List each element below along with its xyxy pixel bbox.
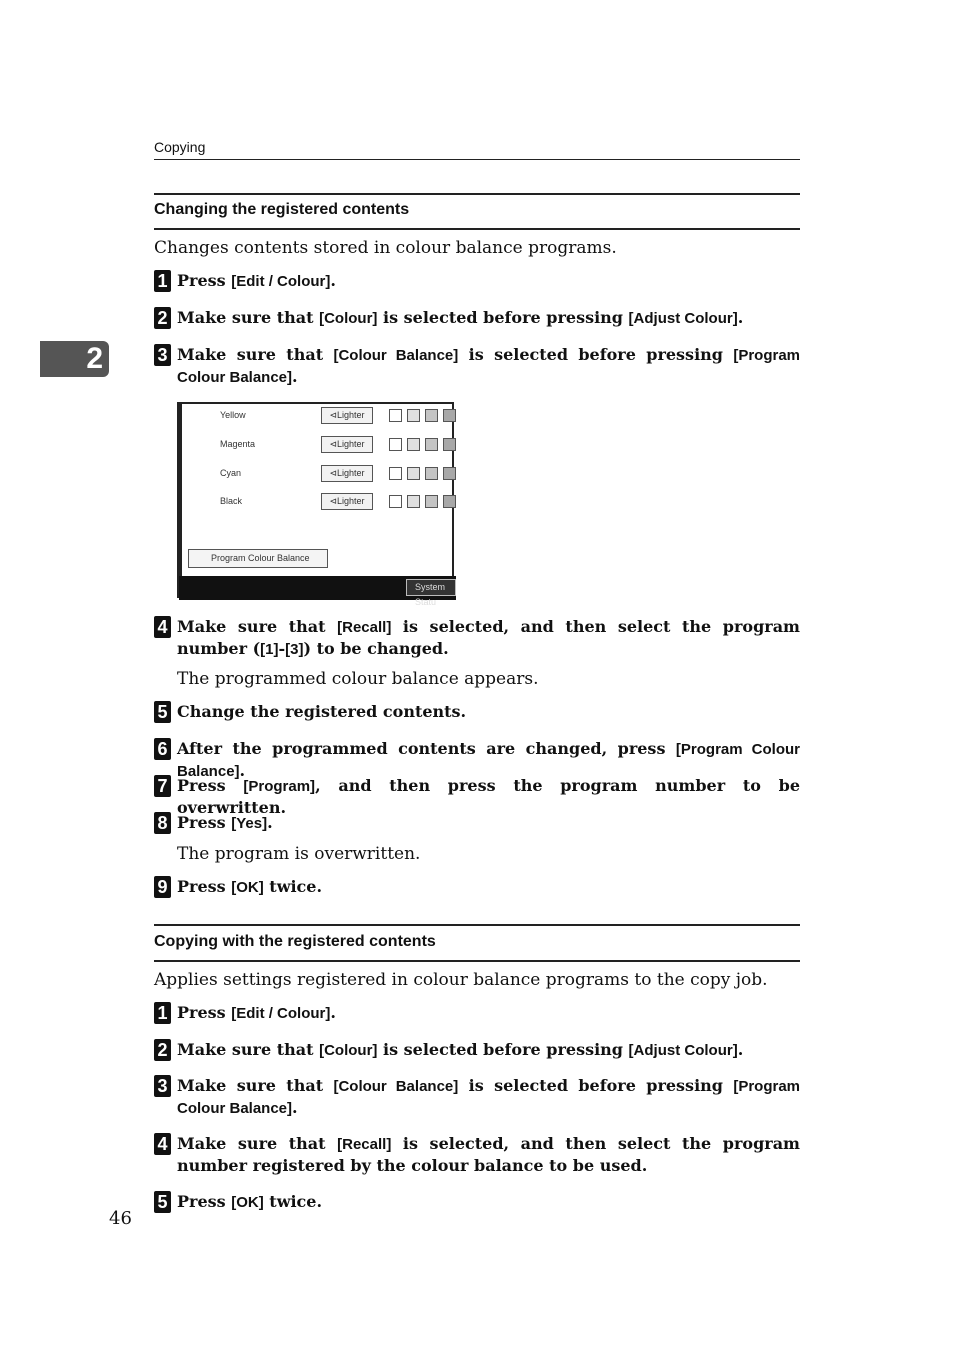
level-square[interactable]: [443, 495, 456, 508]
step-text: .: [737, 1040, 744, 1059]
step-text: is selected, and then select the program number registered by the colour balance to be used.: [177, 1134, 800, 1175]
step-text: .: [267, 813, 273, 832]
step-text: Make sure that: [177, 1076, 334, 1095]
step: [154, 1133, 800, 1176]
step-text: is selected before pressing: [458, 1076, 734, 1095]
step-text: is selected, and then select the program number (: [177, 617, 800, 658]
key-label: [OK]: [231, 879, 264, 896]
step-number: 5: [154, 1191, 171, 1213]
colour-row-black: [179, 492, 456, 512]
key-label: [Colour Balance]: [333, 347, 459, 364]
level-square[interactable]: [407, 438, 420, 451]
step-text: Make sure that: [177, 617, 338, 636]
level-square[interactable]: [443, 438, 456, 451]
step-number: 4: [154, 616, 171, 638]
step-text: is selected before pressing: [377, 1040, 629, 1059]
step: [154, 1075, 800, 1119]
step: [154, 307, 800, 329]
key-label: [1]: [260, 641, 279, 658]
section-rule-top: [154, 924, 800, 926]
screen-status-bar: [179, 576, 456, 607]
step-text: , and then press the program number to be overwritten.: [177, 776, 800, 817]
step-text: .: [239, 761, 246, 780]
key-label: [Edit / Colour]: [231, 273, 331, 290]
program-colour-balance-button[interactable]: Program Colour Balance: [188, 549, 328, 568]
step-text: .: [330, 271, 336, 290]
step-note: The programmed colour balance appears.: [177, 669, 539, 689]
page-number: 46: [109, 1208, 132, 1229]
step-number: 9: [154, 876, 171, 898]
level-square[interactable]: [389, 438, 402, 451]
key-label: [Program Colour Balance]: [177, 741, 800, 780]
step-text: twice.: [263, 1192, 323, 1211]
key-label: [Colour]: [319, 310, 378, 327]
step-number: 2: [154, 307, 171, 329]
step-text: Press: [177, 813, 232, 832]
step-text: ) to be changed.: [303, 639, 449, 658]
step-text: Press: [177, 877, 232, 896]
section-title: Changing the registered contents: [154, 201, 410, 218]
step-text: -: [278, 639, 286, 658]
colour-label: Black: [220, 496, 243, 506]
step-text: Press: [177, 271, 232, 290]
colour-row-cyan: [179, 464, 456, 484]
running-header: Copying: [154, 139, 206, 155]
key-label: [Program]: [243, 778, 316, 795]
step-text: Make sure that: [177, 345, 334, 364]
step-text: twice.: [263, 877, 323, 896]
step-text: is selected before pressing: [377, 308, 629, 327]
section-intro: Changes contents stored in colour balance programs.: [154, 238, 617, 258]
key-label: [Program Colour Balance]: [177, 347, 801, 386]
chapter-tab: [40, 341, 109, 377]
step: [154, 701, 800, 722]
step-text: .: [292, 367, 298, 386]
header-rule: [154, 159, 800, 160]
step-text: .: [292, 1098, 298, 1117]
lighter-button[interactable]: ⊲Lighter: [321, 493, 373, 510]
step-number: 7: [154, 775, 171, 797]
level-square[interactable]: [443, 409, 456, 422]
system-status-button[interactable]: System Statu: [406, 579, 456, 596]
step-text: .: [330, 1003, 336, 1022]
key-label: [Adjust Colour]: [628, 1042, 738, 1059]
step-text: Press: [177, 1192, 232, 1211]
section-intro: Applies settings registered in colour balance programs to the copy job.: [154, 970, 768, 990]
level-square[interactable]: [443, 467, 456, 480]
colour-label: Cyan: [220, 468, 242, 478]
level-square[interactable]: [425, 409, 438, 422]
step: [154, 876, 800, 898]
step-text: Press: [177, 776, 244, 795]
step-text: Make sure that: [177, 1134, 338, 1153]
step-number: 3: [154, 1075, 171, 1097]
step-text: is selected before pressing: [458, 345, 734, 364]
level-square[interactable]: [425, 467, 438, 480]
section-rule-top: [154, 193, 800, 195]
key-label: [Recall]: [337, 619, 392, 636]
lighter-button[interactable]: ⊲Lighter: [321, 407, 373, 424]
step: [154, 344, 800, 388]
step-text: .: [737, 308, 744, 327]
colour-row-magenta: [179, 435, 456, 455]
step-number: 6: [154, 738, 171, 760]
colour-row-yellow: [179, 406, 456, 426]
step-text: After the programmed contents are changed, press: [177, 739, 676, 758]
level-square[interactable]: [407, 409, 420, 422]
chapter-number: 2: [86, 342, 103, 375]
level-square[interactable]: [407, 467, 420, 480]
step: [154, 812, 800, 834]
step-text: Change the registered contents.: [177, 702, 467, 721]
step: [154, 1191, 800, 1213]
key-label: [Edit / Colour]: [231, 1005, 331, 1022]
key-label: [Colour]: [319, 1042, 378, 1059]
key-label: [3]: [285, 641, 304, 658]
step: [154, 1002, 800, 1024]
lighter-button[interactable]: ⊲Lighter: [321, 436, 373, 453]
step-number: 2: [154, 1039, 171, 1061]
key-label: [Adjust Colour]: [628, 310, 738, 327]
level-square[interactable]: [425, 495, 438, 508]
key-label: [Program Colour Balance]: [177, 1078, 801, 1117]
step: [154, 616, 800, 660]
step: [154, 270, 800, 292]
level-square[interactable]: [389, 495, 402, 508]
level-square[interactable]: [407, 495, 420, 508]
lighter-button[interactable]: ⊲Lighter: [321, 465, 373, 482]
colour-label: Magenta: [220, 439, 256, 449]
level-square[interactable]: [425, 438, 438, 451]
step-text: Make sure that: [177, 308, 320, 327]
level-square[interactable]: [389, 467, 402, 480]
section-rule-bottom: [154, 960, 800, 962]
colour-label: Yellow: [220, 410, 246, 420]
step-number: 1: [154, 270, 171, 292]
step-text: Make sure that: [177, 1040, 320, 1059]
key-label: [Recall]: [337, 1136, 392, 1153]
step-note: The program is overwritten.: [177, 844, 421, 864]
step-number: 3: [154, 344, 171, 366]
level-square[interactable]: [389, 409, 402, 422]
colour-balance-screen: [177, 402, 454, 607]
step-number: 4: [154, 1133, 171, 1155]
step-number: 5: [154, 701, 171, 723]
key-label: [OK]: [231, 1194, 264, 1211]
key-label: [Yes]: [231, 815, 268, 832]
step-text: Press: [177, 1003, 232, 1022]
step: [154, 1039, 800, 1061]
step-number: 1: [154, 1002, 171, 1024]
step-number: 8: [154, 812, 171, 834]
key-label: [Colour Balance]: [333, 1078, 459, 1095]
section-title: Copying with the registered contents: [154, 933, 436, 950]
section-rule-bottom: [154, 228, 800, 230]
